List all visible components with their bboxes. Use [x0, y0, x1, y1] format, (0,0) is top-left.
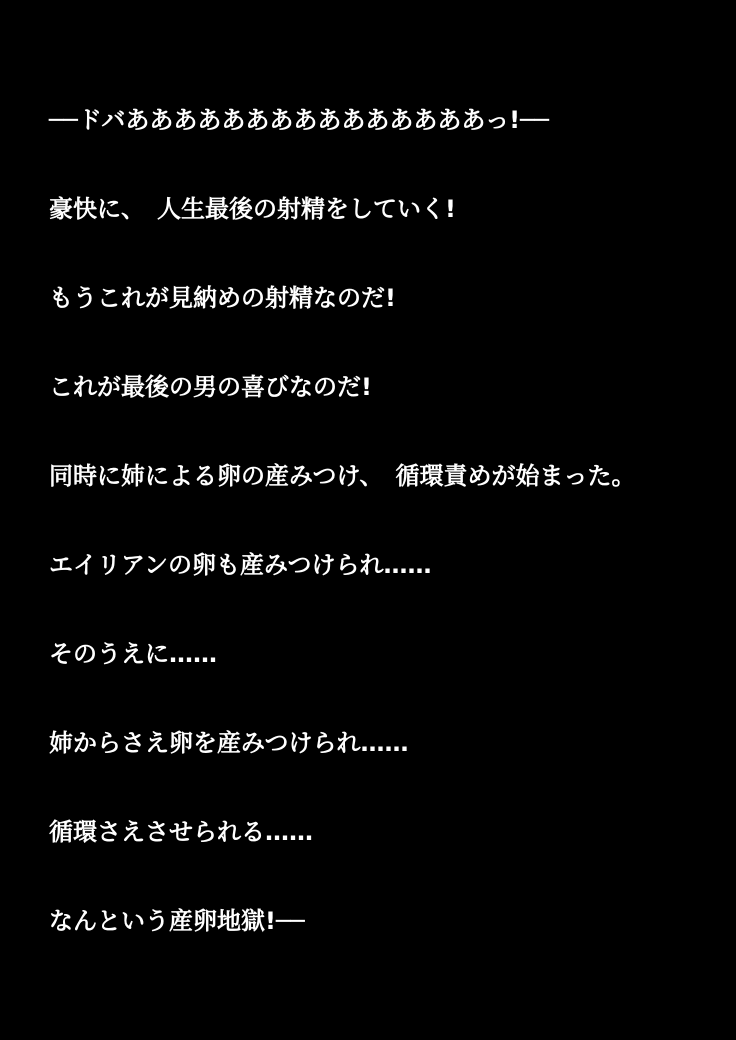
- text-line-3: もうこれが見納めの射精なのだ!: [49, 284, 396, 312]
- text-line-10: なんという産卵地獄!──: [49, 907, 305, 935]
- text-line-9: 循環さえさせられる……: [49, 818, 313, 846]
- text-line-6: エイリアンの卵も産みつけられ……: [49, 551, 432, 579]
- text-line-8: 姉からさえ卵を産みつけられ……: [49, 729, 409, 757]
- text-line-5: 同時に姉による卵の産みつけ、 循環責めが始まった。: [49, 462, 636, 490]
- text-line-2: 豪快に、 人生最後の射精をしていく!: [49, 195, 456, 223]
- text-line-4: これが最後の男の喜びなのだ!: [49, 373, 372, 401]
- text-line-1: ──ドバあああああああああああああああっ!──: [49, 106, 550, 134]
- text-line-7: そのうえに……: [49, 640, 217, 668]
